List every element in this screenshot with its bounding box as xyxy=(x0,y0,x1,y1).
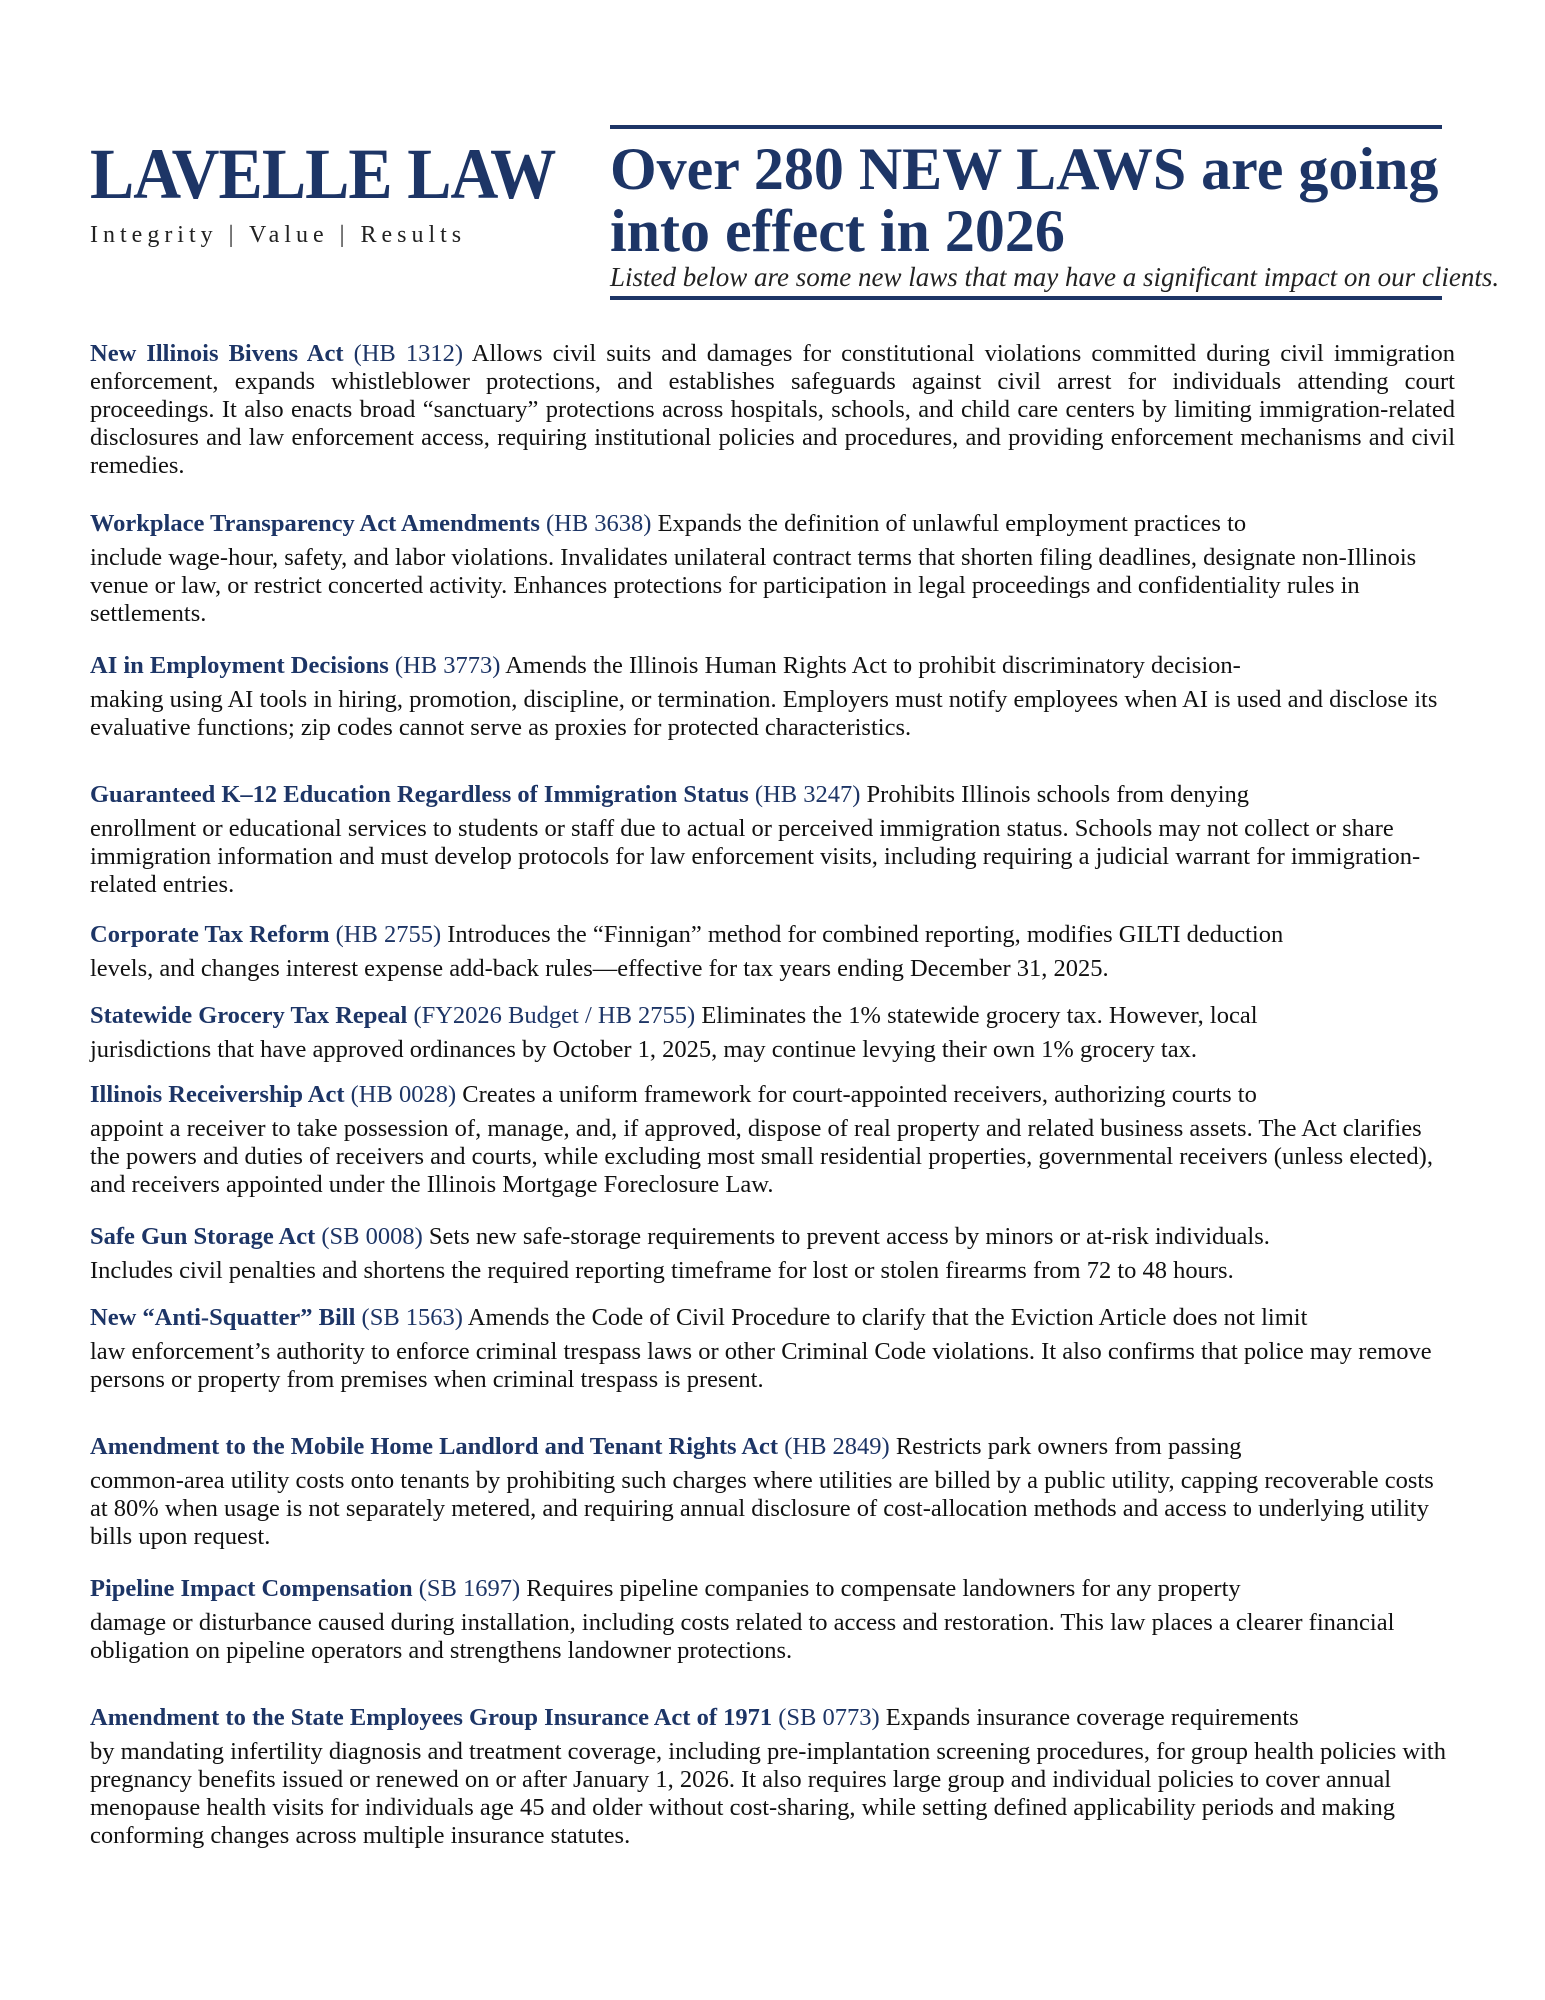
law-summary-first-line: Creates a uniform framework for court-appointed receivers, authorizing courts to xyxy=(462,1081,1257,1108)
header-bottom-rule xyxy=(610,296,1442,300)
law-entry xyxy=(90,340,1455,480)
bill-number: (HB 1312) xyxy=(353,340,464,367)
law-entry xyxy=(90,1081,1455,1199)
law-title: Safe Gun Storage Act xyxy=(90,1223,316,1250)
law-title: Illinois Receivership Act xyxy=(90,1081,345,1108)
law-summary-first-line: Requires pipeline companies to compensate landowners for any property xyxy=(526,1575,1241,1602)
law-summary: Includes civil penalties and shortens the required reporting timeframe for lost or stolen firearms from 72 to 48 hours. xyxy=(90,1257,1234,1284)
bill-number: (SB 0008) xyxy=(321,1223,423,1250)
law-entry xyxy=(90,1704,1455,1850)
law-summary: by mandating infertility diagnosis and treatment coverage, including pre-implantation screening procedures, for group health policies with pregnancy benefits issued or renewed on or after January 1, 2026. It also requires large group and individual policies to cover annual menopause health visits for individuals age 45 and older without cost-sharing, while setting defined applicability periods and making conforming changes across multiple insurance statutes. xyxy=(90,1738,1446,1849)
law-summary: jurisdictions that have approved ordinances by October 1, 2025, may continue levying their own 1% grocery tax. xyxy=(90,1036,1197,1063)
law-title: Workplace Transparency Act Amendments xyxy=(90,510,540,537)
law-title: Amendment to the State Employees Group Insurance Act of 1971 xyxy=(90,1704,773,1731)
law-summary: law enforcement’s authority to enforce criminal trespass laws or other Criminal Code violations. It also confirms that police may remove persons or property from premises when criminal trespass is present. xyxy=(90,1338,1432,1393)
law-summary: include wage-hour, safety, and labor violations. Invalidates unilateral contract terms that shorten filing deadlines, designate non-Illinois venue or law, or restrict concerted activity. Enhances protections for participation in legal proceedings and confidentiality rules in settlements. xyxy=(90,544,1417,627)
law-summary-first-line: Amends the Code of Civil Procedure to clarify that the Eviction Article does not limit xyxy=(467,1304,1308,1331)
header-top-rule xyxy=(610,125,1442,129)
law-summary: making using AI tools in hiring, promotion, discipline, or termination. Employers must notify employees when AI is used and disclose its evaluative functions; zip codes cannot serve as proxies for protected characteristics. xyxy=(90,686,1438,741)
bill-number: (HB 0028) xyxy=(350,1081,457,1108)
law-summary: Allows civil suits and damages for constitutional violations committed during civil immigration enforcement, expands whistleblower protections, and establishes safeguards against civil arrest for individuals attending court proceedings. It also enacts broad “sanctuary” protections across hospitals, schools, and child care centers by limiting immigration-related disclosures and law enforcement access, requiring institutional policies and procedures, and providing enforcement mechanisms and civil remedies. xyxy=(90,340,1455,479)
law-summary: common-area utility costs onto tenants by prohibiting such charges where utilities are billed by a public utility, capping recoverable costs at 80% when usage is not separately metered, and requiring annual disclosure of cost-allocation methods and access to underlying utility bills upon request. xyxy=(90,1467,1434,1550)
logo-tagline: Integrity | Value | Results xyxy=(90,222,467,248)
bill-number: (HB 2755) xyxy=(335,921,442,948)
law-title: Pipeline Impact Compensation xyxy=(90,1575,413,1602)
page-title: Over 280 NEW LAWS are going into effect in 2026 xyxy=(610,136,1439,264)
law-summary-first-line: Expands insurance coverage requirements xyxy=(885,1704,1299,1731)
law-entry xyxy=(90,652,1455,742)
law-entry xyxy=(90,1002,1455,1064)
law-entry xyxy=(90,1575,1455,1665)
law-summary-first-line: Introduces the “Finnigan” method for combined reporting, modifies GILTI deduction xyxy=(447,921,1284,948)
law-title: New Illinois Bivens Act xyxy=(90,340,344,367)
page-subtitle: Listed below are some new laws that may have a significant impact on our clients. xyxy=(610,262,1500,292)
bill-number: (HB 3773) xyxy=(394,652,501,679)
bill-number: (HB 3638) xyxy=(545,510,652,537)
law-title: New “Anti-Squatter” Bill xyxy=(90,1304,356,1331)
law-entry xyxy=(90,1433,1455,1551)
bill-number: (FY2026 Budget / HB 2755) xyxy=(413,1002,696,1029)
law-summary-first-line: Expands the definition of unlawful employment practices to xyxy=(657,510,1247,537)
bill-number: (SB 1563) xyxy=(361,1304,463,1331)
law-title: Amendment to the Mobile Home Landlord and Tenant Rights Act xyxy=(90,1433,779,1460)
law-summary-first-line: Restricts park owners from passing xyxy=(895,1433,1242,1460)
law-summary: levels, and changes interest expense add-back rules—effective for tax years ending December 31, 2025. xyxy=(90,955,1109,982)
law-title: AI in Employment Decisions xyxy=(90,652,389,679)
law-summary: damage or disturbance caused during installation, including costs related to access and restoration. This law places a clearer financial obligation on pipeline operators and strengthens landowner protections. xyxy=(90,1609,1395,1664)
bill-number: (SB 1697) xyxy=(418,1575,521,1602)
law-title: Statewide Grocery Tax Repeal xyxy=(90,1002,408,1029)
law-summary-first-line: Amends the Illinois Human Rights Act to prohibit discriminatory decision- xyxy=(505,652,1241,679)
bill-number: (HB 3247) xyxy=(754,781,861,808)
bill-number: (SB 0773) xyxy=(778,1704,880,1731)
law-entry xyxy=(90,510,1455,628)
law-summary-first-line: Eliminates the 1% statewide grocery tax. However, local xyxy=(701,1002,1258,1029)
law-summary-first-line: Sets new safe-storage requirements to prevent access by minors or at-risk individuals. xyxy=(428,1223,1270,1250)
law-summary-first-line: Prohibits Illinois schools from denying xyxy=(866,781,1249,808)
firm-logo xyxy=(90,134,556,249)
bill-number: (HB 2849) xyxy=(784,1433,890,1460)
law-title: Corporate Tax Reform xyxy=(90,921,330,948)
law-entry xyxy=(90,1223,1455,1285)
logo-name: LAVELLE LAW xyxy=(90,134,556,214)
law-summary: enrollment or educational services to students or staff due to actual or perceived immigration status. Schools may not collect or share immigration information and must develop protocols for law enforcement visits, including requiring a judicial warrant for immigration-related entries. xyxy=(90,815,1421,898)
law-entry xyxy=(90,1304,1455,1394)
law-entry xyxy=(90,921,1455,983)
law-summary: appoint a receiver to take possession of, manage, and, if approved, dispose of real property and related business assets. The Act clarifies the powers and duties of receivers and courts, while excluding most small residential properties, governmental receivers (unless elected), and receivers appointed under the Illinois Mortgage Foreclosure Law. xyxy=(90,1115,1433,1198)
law-title: Guaranteed K–12 Education Regardless of Immigration Status xyxy=(90,781,749,808)
law-entry xyxy=(90,781,1455,899)
